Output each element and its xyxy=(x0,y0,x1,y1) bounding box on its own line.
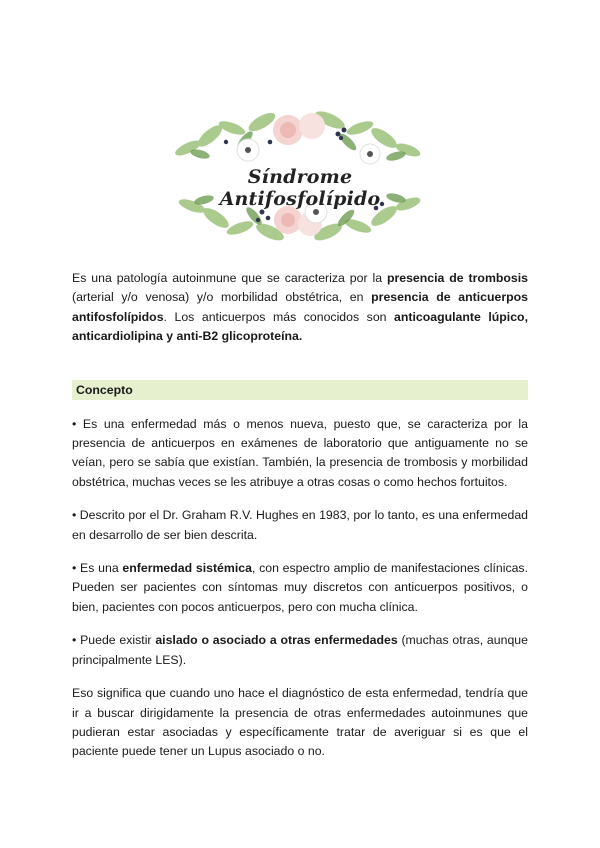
bullet-3-text-1: • Es una xyxy=(72,561,123,576)
bullet-paragraph-3 xyxy=(72,559,528,617)
intro-paragraph xyxy=(72,269,528,347)
section-heading-concepto: Concepto xyxy=(72,380,528,400)
bullet-paragraph-4 xyxy=(72,631,528,670)
bullet-4-bold: aislado o asociado a otras enfermedades xyxy=(155,633,398,648)
bullet-4-text-1: • Puede existir xyxy=(72,633,156,648)
bullet-3-text-2: , con espectro amplio de manifestaciones clínicas. Pueden ser pacientes con síntomas muy discretos con anticuerpos positivos, o bien, pacientes con pocos anticuerpos, pero con mucha clínica. xyxy=(72,561,529,614)
bullet-paragraph-2: • Descrito por el Dr. Graham R.V. Hughes en 1983, por lo tanto, es una enfermedad en desarrollo de ser bien descrita. xyxy=(72,508,528,542)
closing-paragraph: Eso significa que cuando uno hace el diagnóstico de esta enfermedad, tendría que ir a buscar dirigidamente la presencia de otras enfermedades autoinmunes que pudieran estar asociadas y específicamente tratar de averiguar si es que el paciente puede tener un Lupus asociado o no. xyxy=(72,686,528,759)
page-title: Síndrome Antifosfolípido xyxy=(219,166,381,210)
intro-bold-2: presencia de anticuerpos antifosfolípidos xyxy=(72,290,528,324)
intro-text-3: . Los anticuerpos más conocidos son xyxy=(163,309,395,324)
intro-text-2: (arterial y/o venosa) y/o morbilidad obstétrica, en xyxy=(72,290,372,305)
document-body xyxy=(72,269,528,776)
header-banner xyxy=(170,100,430,250)
intro-bold-3: anticoagulante lúpico, anticardiolipina y anti-B2 glicoproteína. xyxy=(72,309,528,344)
intro-text-1: Es una patología autoinmune que se caracteriza por la xyxy=(72,271,387,285)
intro-bold-1: presencia de trombosis xyxy=(386,271,528,285)
bullet-paragraph-1: • Es una enfermedad más o menos nueva, puesto que, se caracteriza por la presencia de anticuerpos en exámenes de laboratorio que antiguamente no se veían, pero se sabía que existían. También, la presencia de trombosis y morbilidad obstétrica, muchas veces se les atribuye a otras cosas o como hechos fortuitos. xyxy=(72,416,528,489)
bullet-4-text-2: (muchas otras, aunque principalmente LES). xyxy=(72,633,528,667)
bullet-3-bold: enfermedad sistémica xyxy=(122,561,252,576)
